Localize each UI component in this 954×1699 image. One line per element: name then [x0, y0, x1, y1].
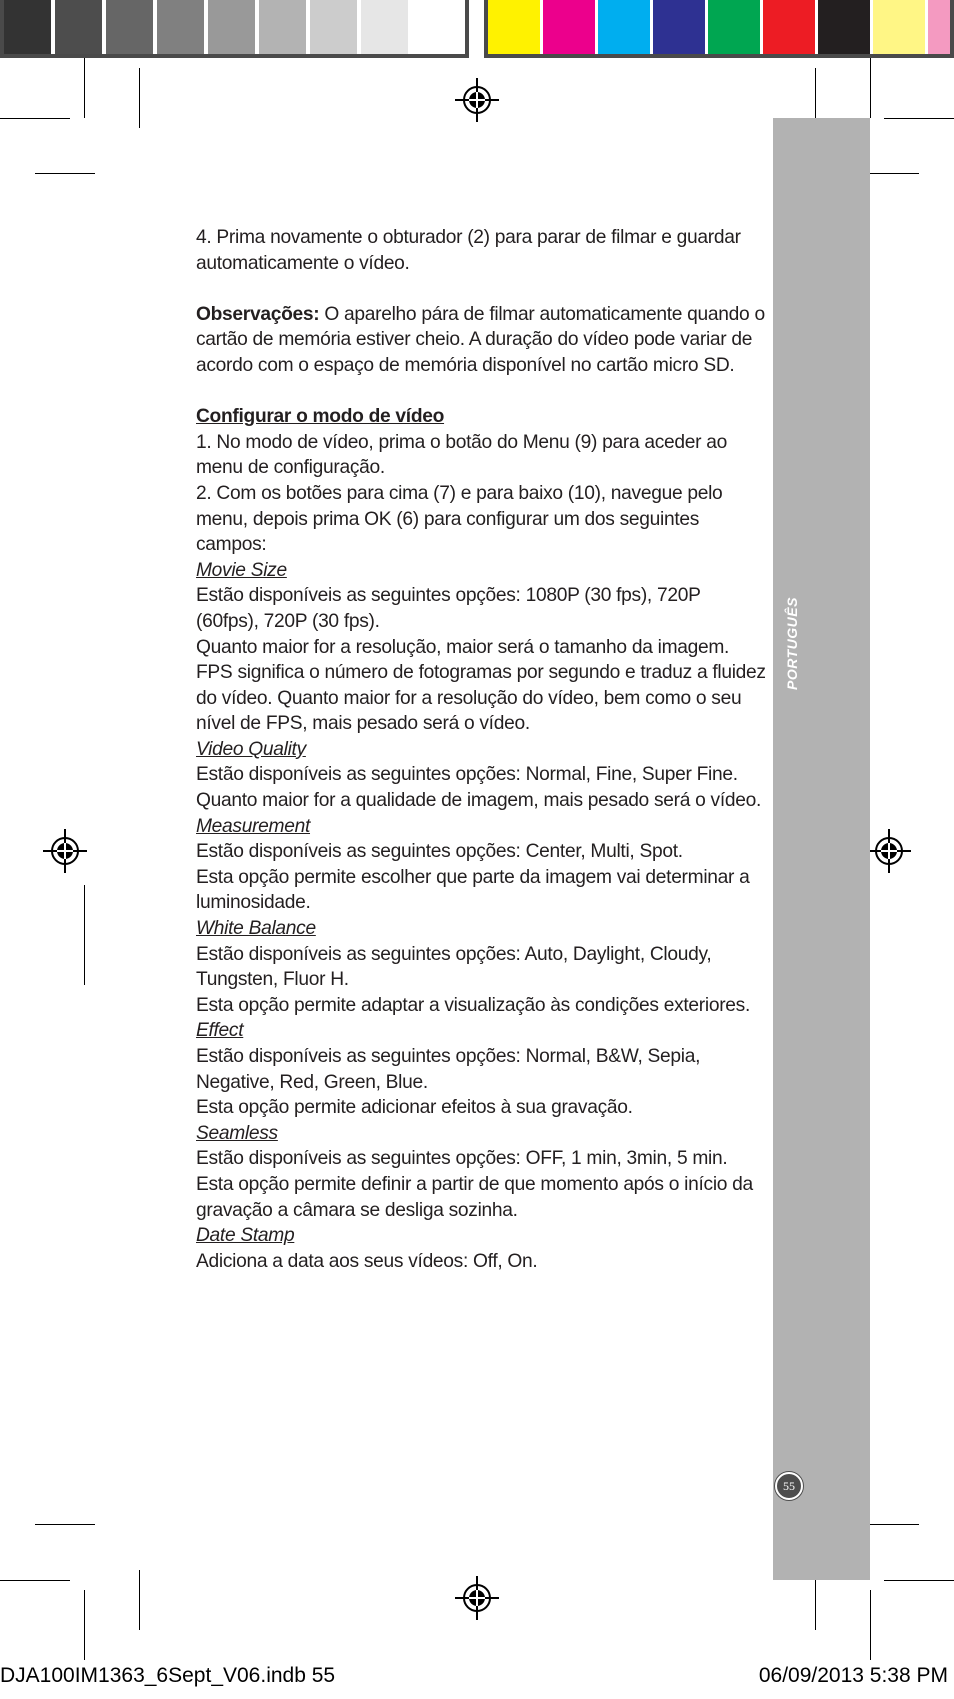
note-text: O aparelho pára de filmar automaticamente quando o cartão de memória estiver cheio. A duração do vídeo pode variar de acordo com o espaço de memória disponível no cartão micro SD. [196, 303, 765, 376]
setting-description: Esta opção permite adaptar a visualização às condições exteriores. [196, 994, 751, 1016]
setting-name: Video Quality [196, 738, 306, 760]
language-side-tab [773, 118, 870, 1580]
settings-list [196, 558, 766, 1275]
setting-description: Esta opção permite escolher que parte da imagem vai determinar a luminosidade. [196, 866, 750, 914]
setting-name: Movie Size [196, 559, 287, 581]
manual-content [196, 225, 766, 1274]
footer-date: 06/09/2013 5:38 PM [758, 1664, 948, 1687]
setting-name: Date Stamp [196, 1225, 295, 1247]
setting-description: Quanto maior for a qualidade de imagem, mais pesado será o vídeo. [196, 790, 761, 812]
setting-description: Estão disponíveis as seguintes opções: Normal, B&W, Sepia, Negative, Red, Green, Blue. [196, 1046, 701, 1093]
registration-target-icon [43, 829, 87, 873]
setting-name: White Balance [196, 918, 316, 940]
setting-name: Seamless [196, 1122, 278, 1144]
setting-description: Estão disponíveis as seguintes opções: 1080P (30 fps), 720P (60fps), 720P (30 fps). [196, 585, 701, 632]
registration-target-icon [867, 829, 911, 873]
footer-file-name: DJA100IM1363_6Sept_V06.indb 55 [0, 1664, 336, 1687]
language-tab-label: PORTUGUÊS [784, 597, 800, 690]
setting-description: Estão disponíveis as seguintes opções: Auto, Daylight, Cloudy, Tungsten, Fluor H. [196, 943, 712, 991]
registration-target-icon [455, 78, 499, 122]
setting-name: Measurement [196, 815, 311, 837]
crop-mark [84, 1590, 85, 1660]
setting-description: Estão disponíveis as seguintes opções: Center, Multi, Spot. [196, 841, 683, 863]
step-1: 1. No modo de vídeo, prima o botão do Menu (9) para aceder ao menu de configuração. [196, 431, 728, 479]
setting-description: Estão disponíveis as seguintes opções: Normal, Fine, Super Fine. [196, 764, 738, 786]
crop-mark [84, 885, 85, 985]
step-2: 2. Com os botões para cima (7) e para baixo (10), navegue pelo menu, depois prima OK (6) para configurar um dos seguintes campos: [196, 482, 723, 556]
setting-description: Esta opção permite adicionar efeitos à sua gravação. [196, 1097, 633, 1119]
gray-bar-frame [0, 0, 469, 58]
crop-mark [884, 118, 954, 119]
setting-description: Estão disponíveis as seguintes opções: OFF, 1 min, 3min, 5 min. [196, 1148, 728, 1170]
setting-description: Adiciona a data aos seus vídeos: Off, On. [196, 1250, 538, 1272]
setting-name: Effect [196, 1020, 244, 1042]
crop-mark [0, 1580, 70, 1581]
crop-mark [0, 118, 70, 119]
step-4: 4. Prima novamente o obturador (2) para parar de filmar e guardar automaticamente o vídeo. [196, 227, 741, 274]
crop-mark [139, 68, 140, 128]
color-calibration-bar [0, 0, 954, 62]
section-title: Configurar o modo de vídeo [196, 406, 445, 428]
color-bar-frame [484, 0, 954, 58]
setting-description: Quanto maior for a resolução, maior será o tamanho da imagem. FPS significa o número de fotogramas por segundo e traduz a fluidez do vídeo. Quanto maior for a resolução do vídeo, bem como o seu nível de FPS, mais pesado será o vídeo. [196, 636, 766, 735]
registration-target-icon [455, 1576, 499, 1620]
page-number: 55 [775, 1472, 803, 1500]
crop-mark [84, 58, 85, 118]
crop-mark [884, 1580, 954, 1581]
crop-mark [35, 1524, 95, 1525]
crop-mark [870, 1590, 871, 1660]
note-label: Observações: [196, 303, 320, 325]
crop-mark [35, 173, 95, 174]
crop-mark [870, 58, 871, 118]
crop-mark [139, 1570, 140, 1630]
note-paragraph [196, 302, 766, 379]
setting-description: Esta opção permite definir a partir de que momento após o início da gravação a câmara se desliga sozinha. [196, 1173, 753, 1221]
